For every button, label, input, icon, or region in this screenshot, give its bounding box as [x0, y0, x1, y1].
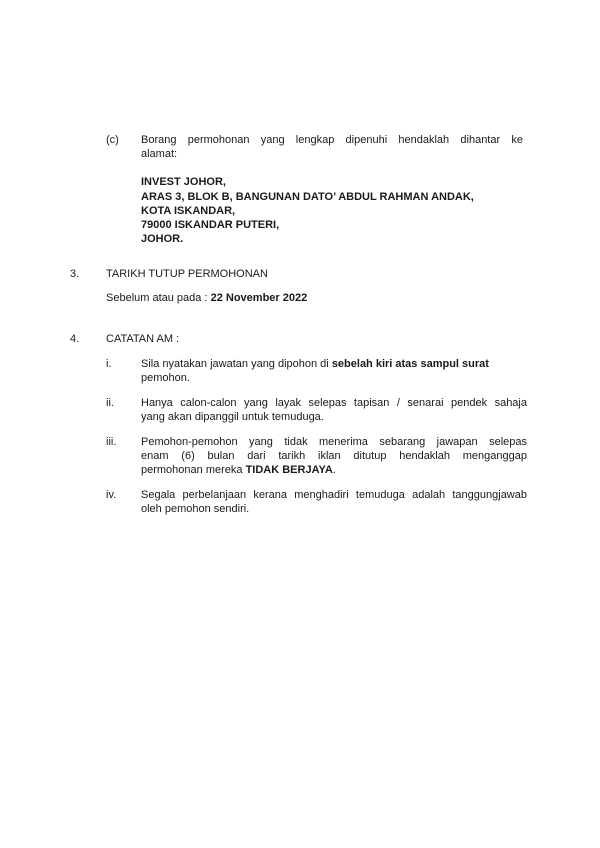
address-line-2: ARAS 3, BLOK B, BANGUNAN DATO’ ABDUL RAHMAN ANDAK, — [141, 191, 474, 203]
note-iv-line2: oleh pemohon sendiri. — [141, 503, 250, 515]
closing-date — [106, 292, 307, 305]
section-4-heading: CATATAN AM : — [106, 333, 180, 345]
note-roman-iii: iii. — [106, 436, 117, 448]
note-ii-line2: yang akan dipanggil untuk temuduga. — [141, 411, 324, 423]
section-3-heading: TARIKH TUTUP PERMOHONAN — [106, 268, 268, 280]
note-i-line1-text: Sila nyatakan jawatan yang dipohon di — [141, 358, 329, 370]
note-iii-line1: Pemohon-pemohon yang tidak menerima sebarang jawapan selepas — [141, 436, 527, 448]
section-c-text-line1: Borang permohonan yang lengkap dipenuhi hendaklah dihantar ke — [141, 134, 523, 146]
section-3-number: 3. — [70, 268, 80, 280]
address-line-5: JOHOR. — [141, 233, 184, 245]
note-i-line1 — [141, 358, 489, 371]
address-line-1: INVEST JOHOR, — [141, 176, 226, 188]
note-iii-line2: enam (6) bulan dari tarikh iklan ditutup hendaklah menganggap — [141, 450, 527, 462]
section-c-label: (c) — [106, 134, 119, 146]
note-roman-i: i. — [106, 358, 112, 370]
closing-date-value: 22 November 2022 — [210, 292, 308, 304]
note-i-line1-bold: sebelah kiri atas sampul surat — [331, 358, 489, 370]
section-c-text-line2: alamat: — [141, 148, 178, 160]
address-line-4: 79000 ISKANDAR PUTERI, — [141, 219, 280, 231]
note-i-line2: pemohon. — [141, 372, 190, 384]
closing-date-prefix: Sebelum atau pada : — [106, 292, 208, 304]
note-roman-ii: ii. — [106, 397, 114, 409]
note-iii-line3-bold: TIDAK BERJAYA — [245, 464, 333, 476]
note-iv-line1: Segala perbelanjaan kerana menghadiri temuduga adalah tanggungjawab — [141, 489, 527, 501]
note-iii-line3-text: permohonan mereka — [141, 464, 243, 476]
note-ii-line1: Hanya calon-calon yang layak selepas tapisan / senarai pendek sahaja — [141, 397, 527, 409]
section-4-number: 4. — [70, 333, 80, 345]
address-line-3: KOTA ISKANDAR, — [141, 205, 236, 217]
note-iii-line3-end: . — [332, 464, 336, 476]
note-roman-iv: iv. — [106, 489, 117, 501]
note-iii-line3 — [141, 464, 336, 477]
